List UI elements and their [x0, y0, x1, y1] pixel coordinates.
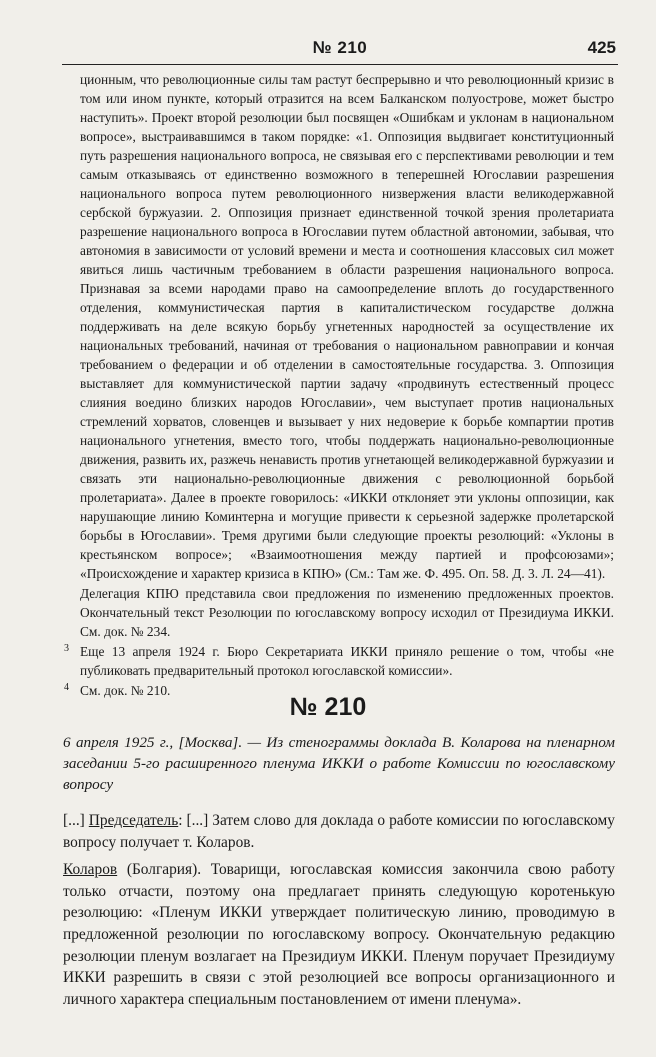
footnote-4-text: См. док. № 210. [80, 683, 171, 698]
document-body [63, 810, 615, 1010]
footnote-3 [64, 642, 614, 680]
note-delegation-text: Делегация КПЮ представила свои предложения по изменению предложенных проектов. Окончательный текст Резолюции по югославскому вопросу исходил от Президиума ИККИ. См. док. № 234. [80, 586, 614, 639]
paragraph-kolarov-text: (Болгария). Товарищи, югославская комиссия закончила свою работу только отчасти, поэтому она предлагает принять следующую коротенькую резолюцию: «Пленум ИККИ утверждает политическую линию, проводимую в предложенной резолюции по югославскому вопросу. Окончательную редакцию резолюции пленум возлагает на Президиум ИККИ. Пленум поручает Президиуму ИККИ разрешить в связи с этой резолюцией все вопросы организационного и личного характера специальным постановлением от имени пленума». [63, 861, 615, 1008]
running-head-title: № 210 [312, 38, 368, 57]
footnote-4-mark: 4 [64, 682, 69, 693]
paragraph-chairman-text: : [...] Затем слово для доклада о работе комиссии по югославскому вопросу получает т. Коларов. [63, 812, 615, 851]
document-heading: 6 апреля 1925 г., [Москва]. — Из стенограммы доклада В. Коларова на пленарном заседании 5-го расширенного пленума ИККИ о работе Комиссии по югославскому вопросу [63, 734, 615, 793]
paragraph-chairman [63, 810, 615, 853]
note-continuation-text: ционным, что революционные силы там растут беспрерывно и что революционный кризис в том или ином пункте, который отразится на всем Балканском полуострове, может быстро наступить». Проект второй резолюции был посвящен «Ошибкам и уклонам в национальном вопросе», выстраивавшимся в таком порядке: «1. Оппозиция выдвигает конституционный путь разрешения национального вопроса, не связывая его с перспективами революции и тем самым отказываясь от единственно возможного в теперешней Югославии разрешения национального вопроса путем революционного низвержения власти великодержавной сербской буржуазии. 2. Оппозиция признает единственной точкой зрения пролетариата разрешение национального вопроса в Югославии путем областной автономии, забывая, что автономия в зависимости от условий времени и места и соотношения классовых сил может явиться лишь частичным требованием в области разрешения национального вопроса. Признавая за всеми народами право на самоопределение вплоть до государственного отделения, коммунистическая партия в капиталистическом государстве должна поддерживать на деле всякую борьбу угнетенных народностей за осуществление их национальных требований, начиная от требования о национальном равноправии и кончая требованием о федерации и об отделении в самостоятельные государства. 3. Оппозиция выставляет для коммунистической партии задачу «продвинуть естественный процесс слияния воедино близких народов Югославии», чем выступает против национальных стремлений хорватов, словенцев и вызывает у них недоверие к борьбе компартии против национального угнетения, вместо того, чтобы поддержать национально-революционные движения, развить их, разжечь ненависть против угнетающей великодержавной буржуазии и связать эти национально-революционные движения с революционной борьбой пролетариата». Далее в проекте говорилось: «ИККИ отклоняет эти уклоны оппозиции, как нарушающие линию Коминтерна и могущие привести к серьезной задержке пролетарской борьбы в Югославии». Тремя другими были следующие проекты резолюций: «Уклоны в крестьянском вопросе»; «Взаимоотношения между партией и профсоюзами»; «Происхождение и характер кризиса в КПЮ» (См.: Там же. Ф. 495. Оп. 58. Д. 3. Л. 24—41). [80, 72, 614, 581]
endnotes-block [64, 70, 614, 700]
page-number: 425 [587, 38, 616, 57]
speaker-kolarov: Коларов [63, 861, 118, 879]
document-number: № 210 [289, 693, 367, 721]
speaker-chairman: Председатель [88, 812, 179, 829]
running-head [62, 36, 618, 65]
footnote-3-mark: 3 [64, 643, 69, 654]
ellipsis-prefix: [...] [63, 812, 89, 829]
footnote-3-text: Еще 13 апреля 1924 г. Бюро Секретариата ИККИ приняло решение о том, чтобы «не публиковать предварительный протокол югославской комиссии». [80, 644, 614, 678]
paragraph-kolarov [63, 859, 615, 1010]
